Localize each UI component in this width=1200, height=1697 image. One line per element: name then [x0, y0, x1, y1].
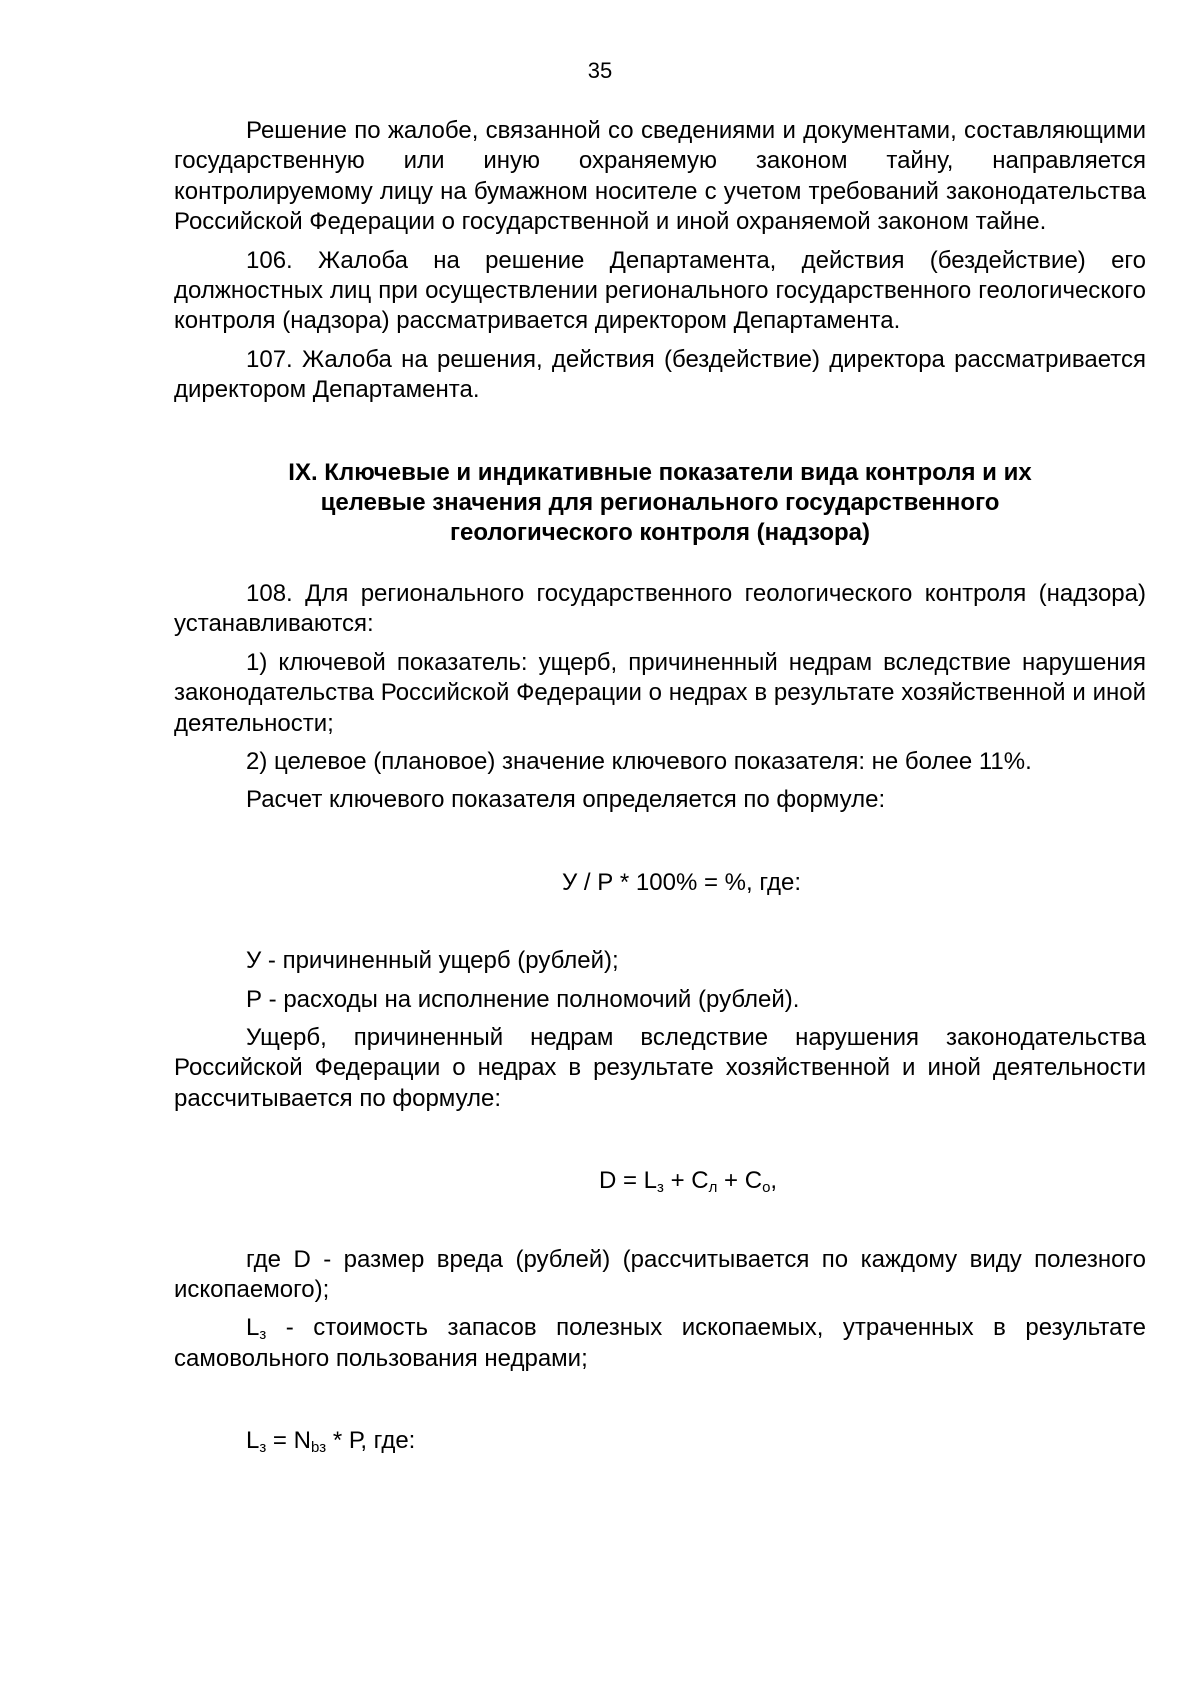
paragraph-decision: Решение по жалобе, связанной со сведениями и документами, составляющими государственную или иную охраняемую законом тайну, направляется контролируемому лицу на бумажном носителе с учетом требований законодательства Российской Федерации о государственной и иной охраняемой законом тайне. [174, 117, 1146, 236]
definition-u: У - причиненный ущерб (рублей); [246, 947, 619, 975]
page-content [174, 116, 1146, 1457]
calc-intro: Расчет ключевого показателя определяется по формуле: [246, 786, 886, 814]
formula-part: L [246, 1427, 260, 1455]
section-heading-line: геологического контроля (надзора) [449, 519, 871, 547]
formula-part: * Р, где: [326, 1427, 416, 1455]
section-heading [174, 458, 1146, 549]
paragraph-108: 108. Для регионального государственного геологического контроля (надзора) устанавливаются: [174, 579, 1146, 638]
symbol-subscript: з [259, 1326, 267, 1344]
section-heading-line: IX. Ключевые и индикативные показатели вида контроля и их [288, 458, 1032, 486]
formula-subscript: з [657, 1179, 664, 1197]
page-number: 35 [587, 58, 613, 83]
definition-d: где D - размер вреда (рублей) (рассчитывается по каждому виду полезного ископаемого); [174, 1245, 1146, 1303]
formula-part: + С [663, 1167, 709, 1195]
definition-r: Р - расходы на исполнение полномочий (рублей). [246, 985, 800, 1013]
section-heading-line: целевые значения для регионального государственного [320, 489, 1000, 517]
definition-lz [174, 1313, 1146, 1374]
formula-subscript: з [259, 1439, 267, 1457]
formula-part: = N [266, 1427, 311, 1455]
paragraph-107: 107. Жалоба на решения, действия (бездействие) директора рассматривается директором Департамента. [174, 345, 1146, 404]
paragraph-106: 106. Жалоба на решение Департамента, действия (бездействие) его должностных лиц при осуществлении регионального государственного геологического контроля (надзора) рассматривается директором Департамента. [174, 246, 1146, 335]
formula-damage [174, 1166, 1146, 1196]
symbol: L [246, 1314, 260, 1342]
formula-subscript: л [708, 1179, 718, 1197]
formula-subscript: bз [310, 1439, 327, 1457]
formula-part: + С [717, 1167, 763, 1195]
formula-key-indicator: У / Р * 100% = %, где: [562, 868, 802, 896]
list-item-1: 1) ключевой показатель: ущерб, причиненный недрам вследствие нарушения законодательства Российской Федерации о недрах в результате хозяйственной и иной деятельности; [174, 648, 1146, 737]
formula-subscript: о [762, 1179, 771, 1197]
formula-lz [174, 1426, 1146, 1456]
formula-part: D = L [599, 1167, 658, 1195]
list-item-2: 2) целевое (плановое) значение ключевого показателя: не более 11%. [246, 747, 1032, 775]
damage-intro: Ущерб, причиненный недрам вследствие нарушения законодательства Российской Федерации о недрах в результате хозяйственной и иной деятельности рассчитывается по формуле: [174, 1023, 1146, 1112]
definition-text: - стоимость запасов полезных ископаемых, утраченных в результате самовольного пользования недрами; [174, 1314, 1146, 1372]
formula-part: , [770, 1167, 778, 1195]
